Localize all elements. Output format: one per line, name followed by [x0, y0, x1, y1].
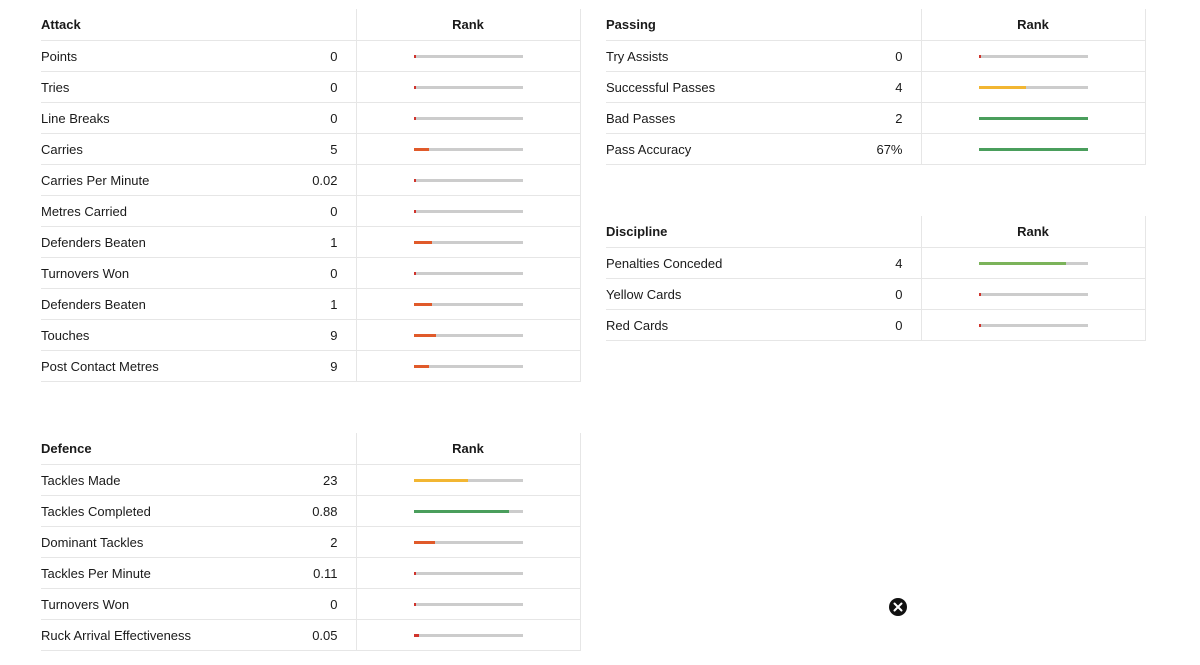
defence-header-row [41, 433, 580, 465]
close-icon [893, 602, 903, 612]
rank-bar-fill [414, 479, 469, 482]
defence-table [41, 433, 581, 651]
rank-header: Rank [356, 9, 580, 41]
stat-row [41, 527, 580, 558]
stat-value: 1 [330, 234, 338, 250]
discipline-header-row [606, 216, 1145, 248]
stat-row [41, 134, 580, 165]
stat-row [41, 496, 580, 527]
stat-row [606, 134, 1145, 165]
rank-bar [414, 117, 523, 120]
stat-label: Carries [41, 141, 83, 157]
stat-row [41, 620, 580, 651]
rank-bar-fill [979, 262, 1066, 265]
section-title: Attack [41, 9, 356, 41]
stat-value: 9 [330, 327, 338, 343]
rank-bar [414, 541, 523, 544]
stat-row [606, 279, 1145, 310]
rank-header: Rank [921, 9, 1145, 41]
rank-bar [414, 303, 523, 306]
rank-bar-fill [979, 86, 1027, 89]
stat-row [606, 248, 1145, 279]
stat-row [606, 103, 1145, 134]
stat-value: 2 [895, 110, 903, 126]
stat-row [41, 165, 580, 196]
rank-bar [414, 510, 523, 513]
stat-label: Turnovers Won [41, 265, 130, 281]
defence-section [41, 433, 580, 651]
rank-bar-fill [414, 572, 416, 575]
stat-value: 4 [895, 79, 903, 95]
rank-bar-fill [414, 148, 429, 151]
rank-bar-fill [979, 117, 1088, 120]
stat-row [41, 227, 580, 258]
rank-bar-fill [414, 603, 416, 606]
rank-bar-fill [414, 241, 433, 244]
stat-row [41, 103, 580, 134]
stat-value: 0 [330, 79, 338, 95]
stat-value: 5 [330, 141, 338, 157]
stat-label: Tackles Made [41, 472, 121, 488]
stat-row [41, 558, 580, 589]
stat-row [41, 465, 580, 496]
stat-value: 2 [330, 534, 338, 550]
rank-bar-fill [979, 293, 981, 296]
passing-table [606, 9, 1146, 165]
stat-label: Try Assists [606, 48, 669, 64]
stat-label: Points [41, 48, 78, 64]
rank-bar-fill [414, 210, 416, 213]
stat-value: 0 [330, 596, 338, 612]
stat-label: Post Contact Metres [41, 358, 159, 374]
attack-section [41, 9, 580, 382]
stat-value: 0 [330, 265, 338, 281]
stat-label: Turnovers Won [41, 596, 130, 612]
section-title: Discipline [606, 216, 921, 248]
attack-table [41, 9, 581, 382]
stat-value: 0.88 [312, 503, 338, 519]
rank-bar-fill [414, 117, 416, 120]
rank-header: Rank [356, 433, 580, 465]
stat-value: 4 [895, 255, 903, 271]
stat-row [41, 289, 580, 320]
stat-value: 0 [330, 48, 338, 64]
stat-label: Defenders Beaten [41, 234, 146, 250]
attack-header-row [41, 9, 580, 41]
rank-bar [979, 55, 1088, 58]
stat-row [606, 310, 1145, 341]
rank-bar [414, 210, 523, 213]
stat-label: Metres Carried [41, 203, 127, 219]
rank-bar-fill [979, 324, 981, 327]
stat-value: 0 [330, 110, 338, 126]
rank-bar [979, 117, 1088, 120]
stat-value: 0 [895, 286, 903, 302]
stat-value: 0.11 [313, 565, 338, 581]
stat-value: 23 [323, 472, 338, 488]
rank-bar [979, 324, 1088, 327]
rank-bar [414, 572, 523, 575]
stat-row [606, 72, 1145, 103]
stat-value: 67% [876, 141, 903, 157]
stat-value: 0 [895, 317, 903, 333]
rank-bar-fill [414, 272, 416, 275]
stat-label: Ruck Arrival Effectiveness [41, 627, 192, 643]
stat-row [41, 258, 580, 289]
stat-label: Tackles Per Minute [41, 565, 151, 581]
rank-bar-fill [414, 179, 416, 182]
stat-label: Defenders Beaten [41, 296, 146, 312]
stat-label: Tackles Completed [41, 503, 151, 519]
rank-bar [979, 86, 1088, 89]
rank-bar [414, 603, 523, 606]
stat-row [41, 320, 580, 351]
stat-label: Tries [41, 79, 70, 95]
stat-label: Touches [41, 327, 90, 343]
stat-label: Carries Per Minute [41, 172, 150, 188]
rank-bar-fill [414, 55, 416, 58]
rank-bar [414, 334, 523, 337]
stat-label: Pass Accuracy [606, 141, 692, 157]
stat-row [41, 351, 580, 382]
rank-bar-fill [414, 334, 437, 337]
stat-value: 0 [330, 203, 338, 219]
stat-row [41, 196, 580, 227]
rank-bar [414, 241, 523, 244]
stat-value: 0.05 [312, 627, 338, 643]
rank-bar-fill [414, 634, 419, 637]
rank-bar [979, 262, 1088, 265]
stat-row [41, 41, 580, 72]
stat-row [41, 589, 580, 620]
section-title: Defence [41, 433, 356, 465]
stat-row [606, 41, 1145, 72]
stat-value: 9 [330, 358, 338, 374]
stat-row [41, 72, 580, 103]
stat-value: 0 [895, 48, 903, 64]
passing-header-row [606, 9, 1145, 41]
stat-label: Penalties Conceded [606, 255, 723, 271]
stat-label: Line Breaks [41, 110, 110, 126]
rank-bar [414, 55, 523, 58]
rank-bar [414, 86, 523, 89]
rank-bar [414, 479, 523, 482]
rank-bar [414, 272, 523, 275]
rank-bar [414, 634, 523, 637]
rank-bar-fill [414, 365, 429, 368]
rank-bar [414, 179, 523, 182]
rank-header: Rank [921, 216, 1145, 248]
section-title: Passing [606, 9, 921, 41]
rank-bar-fill [979, 148, 1088, 151]
rank-bar [414, 148, 523, 151]
stat-label: Bad Passes [606, 110, 676, 126]
stat-value: 1 [330, 296, 338, 312]
stat-label: Successful Passes [606, 79, 716, 95]
passing-section [606, 9, 1145, 165]
close-button[interactable] [889, 598, 907, 616]
rank-bar-fill [414, 86, 416, 89]
rank-bar-fill [414, 303, 433, 306]
stat-value: 0.02 [312, 172, 338, 188]
discipline-section [606, 216, 1145, 341]
rank-bar [414, 365, 523, 368]
stat-label: Red Cards [606, 317, 669, 333]
stat-label: Dominant Tackles [41, 534, 144, 550]
discipline-table [606, 216, 1146, 341]
stat-label: Yellow Cards [606, 286, 682, 302]
rank-bar-fill [979, 55, 981, 58]
rank-bar [979, 293, 1088, 296]
rank-bar-fill [414, 541, 436, 544]
rank-bar [979, 148, 1088, 151]
rank-bar-fill [414, 510, 510, 513]
